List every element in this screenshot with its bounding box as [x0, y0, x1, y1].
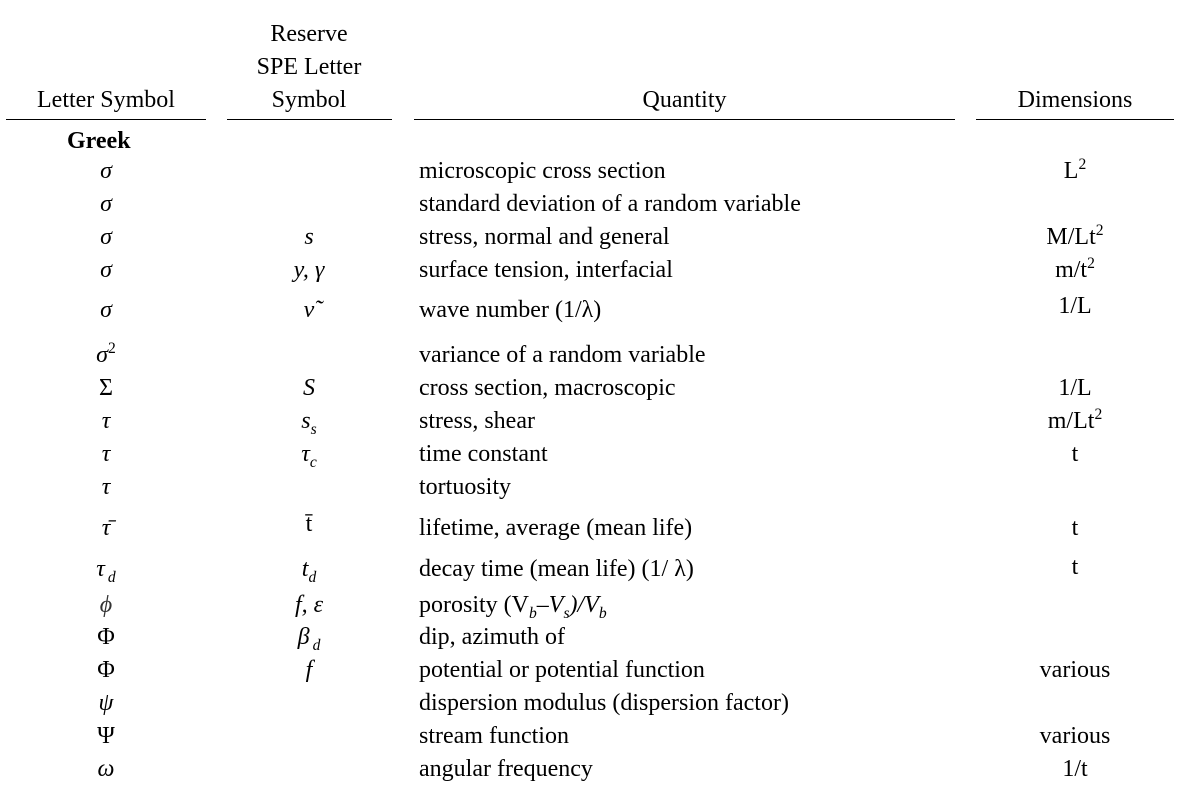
section-title: Greek — [67, 128, 131, 154]
dimensions: t — [1071, 515, 1079, 541]
header-reserve-line-3: Symbol — [271, 87, 347, 113]
dimensions: t — [1071, 554, 1079, 580]
quantity: porosity $(V_b-V_s)/V_b$ — [419, 592, 607, 622]
dimensions: $m/t^2$ — [1055, 255, 1095, 283]
porosity-formula-tail: $_b-V_s)/V_b$ — [529, 592, 607, 622]
letter-symbol: σ — [100, 257, 112, 283]
quantity: surface tension, interfacial — [419, 257, 673, 283]
header-letter-symbol: Letter Symbol — [37, 87, 175, 113]
quantity: tortuosity — [419, 474, 512, 500]
reserve-symbol: S — [303, 375, 315, 401]
quantity: wave number (1/λ) — [419, 297, 602, 323]
reserve-symbol: y, γ — [293, 257, 325, 283]
letter-symbol: τ — [101, 408, 111, 434]
reserve-symbol: f — [305, 657, 313, 683]
letter-symbol: τ — [101, 441, 111, 467]
header-quantity: Quantity — [642, 87, 727, 113]
letter-symbol: ϕ — [99, 592, 113, 618]
letter-symbol: σ — [100, 191, 112, 217]
letter-symbol: σ — [100, 158, 112, 184]
reserve-symbol: $s_s$ — [301, 408, 317, 438]
header-dimensions: Dimensions — [1017, 87, 1133, 113]
quantity: potential or potential function — [419, 657, 705, 683]
reserve-symbol: $t_d$ — [301, 556, 317, 586]
quantity: standard deviation of a random variable — [419, 191, 801, 217]
dimensions: various — [1039, 723, 1111, 749]
reserve-symbol: s — [304, 224, 314, 250]
letter-symbol: Φ — [97, 657, 115, 683]
header-rule-quantity — [414, 119, 955, 120]
quantity: lifetime, average (mean life) — [419, 515, 693, 541]
dimensions: t — [1071, 441, 1079, 467]
reserve-symbol: ν̃ — [303, 297, 315, 323]
reserve-symbol: f, ε — [294, 592, 324, 618]
dimensions: 1/t — [1062, 756, 1088, 782]
letter-symbol: Σ — [99, 375, 113, 401]
letter-symbol: $\sigma^2$ — [96, 340, 116, 368]
quantity: dip, azimuth of — [419, 624, 565, 650]
reserve-symbol: t̄ — [305, 511, 313, 537]
dimensions: m/Lt$^2$ — [1047, 406, 1103, 434]
letter-symbol: Φ — [97, 624, 115, 650]
letter-symbol: ψ — [98, 690, 114, 716]
letter-symbol: σ — [100, 297, 112, 323]
header-reserve-symbol — [226, 18, 392, 117]
reserve-symbol: β $_d$ — [297, 624, 321, 654]
dimensions: 1/L — [1058, 293, 1092, 319]
header-reserve-line-2: SPE Letter — [256, 54, 362, 80]
quantity: microscopic cross section — [419, 158, 666, 184]
dimensions: various — [1039, 657, 1111, 683]
letter-symbol: σ — [100, 224, 112, 250]
quantity: cross section, macroscopic — [419, 375, 676, 401]
header-reserve-line-1: Reserve — [270, 21, 348, 47]
letter-symbol: τ̄ — [101, 515, 111, 541]
header-rule-reserve — [227, 119, 392, 120]
letter-symbol: Ψ — [97, 723, 115, 749]
quantity: dispersion modulus (dispersion factor) — [419, 690, 789, 716]
letter-symbol: τ — [101, 474, 111, 500]
header-rule-letter — [6, 119, 206, 120]
dimensions: M/Lt$^2$ — [1046, 222, 1104, 250]
quantity: variance of a random variable — [419, 342, 706, 368]
quantity: stress, normal and general — [419, 224, 670, 250]
header-rule-dimensions — [976, 119, 1174, 120]
quantity: stream function — [419, 723, 569, 749]
quantity: time constant — [419, 441, 548, 467]
quantity: stress, shear — [419, 408, 535, 434]
dimensions: 1/L — [1058, 375, 1092, 401]
quantity: decay time (mean life) (1/ λ) — [419, 556, 694, 582]
dimensions: $L^2$ — [1063, 156, 1087, 184]
letter-symbol: ω — [97, 756, 115, 782]
letter-symbol: τ $_d$ — [96, 556, 116, 586]
reserve-symbol: $\tau_c$ — [301, 441, 317, 471]
quantity: angular frequency — [419, 756, 593, 782]
